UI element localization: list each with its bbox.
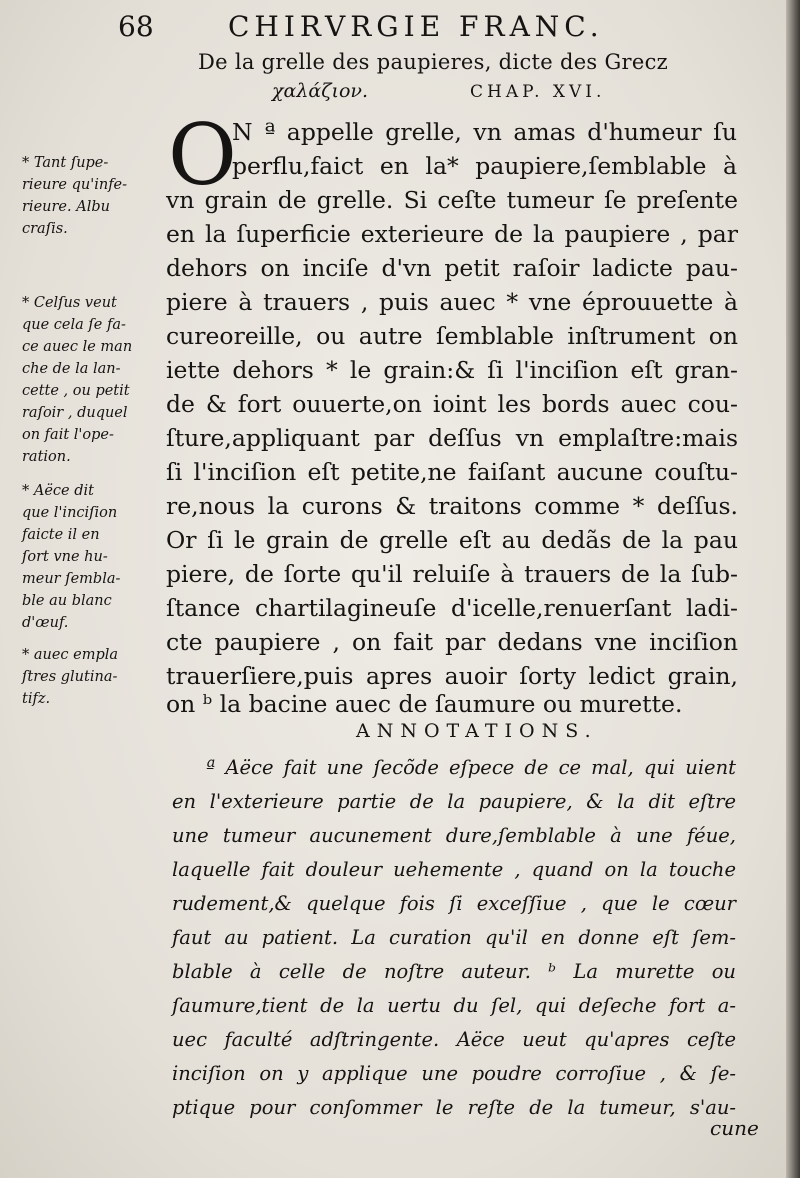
page-gutter-shadow — [786, 0, 800, 1178]
body-line: ſi l'inciſion eſt petite,ne faiſant aucune couſtu- — [166, 458, 738, 486]
body-line: perflu,faict en la* paupiere,ſemblable à — [232, 152, 737, 180]
annotation-line: blable à celle de noſtre auteur. ᵇ La murette ou — [172, 960, 736, 983]
margin-note-line: raſoir , duquel — [22, 405, 128, 421]
body-line: vn grain de grelle. Si ceſte tumeur ſe preſente — [166, 186, 738, 214]
margin-note-line: ce auec le man — [22, 339, 133, 355]
body-line: en la ſuperficie exterieure de la paupiere , par — [166, 220, 738, 248]
body-line: trauerſiere,puis apres auoir ſorty ledict grain, — [166, 662, 738, 690]
body-line: Or ſi le grain de grelle eſt au dedãs de la pau — [166, 526, 738, 554]
margin-note-line: on fait l'ope- — [22, 427, 114, 443]
annotation-line: rudement,& quelque fois ſi exceſſiue , que le cœur — [172, 892, 736, 915]
body-line: N ª appelle grelle, vn amas d'humeur ſu — [232, 118, 737, 146]
body-line: de & fort ouuerte,on ioint les bords auec cou- — [166, 390, 738, 418]
annotation-line: laquelle fait douleur uehemente , quand on la touche — [172, 858, 736, 881]
annotation-line: ſaumure,tient de la uertu du ſel, qui deſeche fort a- — [172, 994, 736, 1017]
margin-note-line: tifz. — [22, 691, 51, 707]
margin-note-line: cette , ou petit — [22, 383, 130, 399]
chapter-number: CHAP. XVI. — [470, 82, 606, 102]
body-line: cte paupiere , on fait par dedans vne inciſion — [166, 628, 738, 656]
annotation-line: faut au patient. La curation qu'il en donne eſt ſem- — [172, 926, 736, 949]
body-line: piere à trauers , puis auec * vne éprouuette à — [166, 288, 738, 316]
annotation-line: inciſion on y applique une poudre corroſiue , & ſe- — [172, 1062, 736, 1085]
margin-note-line: faicte il en — [22, 527, 100, 543]
annotation-line: en l'exterieure partie de la paupiere, & la dit eſtre — [172, 790, 736, 813]
margin-note-line: que cela ſe fa- — [22, 317, 126, 333]
body-line: ſtance chartilagineuſe d'icelle,renuerſant ladi- — [166, 594, 738, 622]
body-line: cureoreille, ou autre ſemblable inſtrument on — [166, 322, 738, 350]
drop-cap: O — [168, 106, 237, 204]
annotation-line: ptique pour conſommer le reſte de la tumeur, s'au- — [172, 1096, 736, 1119]
margin-note-line: rieure. Albu — [22, 199, 110, 215]
body-line: re,nous la curons & traitons comme * deſſus. — [166, 492, 738, 520]
margin-note-line: * auec empla — [22, 647, 119, 663]
margin-note-line: che de la lan- — [22, 361, 121, 377]
chapter-title: De la grelle des paupieres, dicte des Grecz — [198, 50, 669, 74]
margin-note-line: * Aëce dit — [22, 483, 94, 499]
margin-note-line: d'œuf. — [22, 615, 69, 631]
body-line: iette dehors * le grain:& ſi l'inciſion eſt gran- — [166, 356, 738, 384]
margin-note-line: meur ſembla- — [22, 571, 121, 587]
margin-note-line: * Tant ſupe- — [22, 155, 109, 171]
margin-note-line: ble au blanc — [22, 593, 112, 609]
running-head — [0, 10, 800, 46]
annotation-line: uec faculté adſtringente. Aëce ueut qu'apres ceſte — [172, 1028, 736, 1051]
annotations-heading: ANNOTATIONS. — [356, 720, 598, 742]
body-line: on ᵇ la bacine auec de ſaumure ou murette. — [166, 690, 683, 718]
annotation-line: une tumeur aucunement dure,ſemblable à une féue, — [172, 824, 736, 847]
body-line: ſture,appliquant par deſſus vn emplaſtre:mais — [166, 424, 738, 452]
margin-note-line: ration. — [22, 449, 71, 465]
body-line: piere, de ſorte qu'il reluiſe à trauers de la ſub- — [166, 560, 738, 588]
running-title: CHIRVRGIE FRANC. — [228, 10, 604, 43]
annotation-line: ª Aëce fait une ſecõde eſpece de ce mal, qui uient — [206, 756, 736, 779]
body-line: dehors on inciſe d'vn petit raſoir ladicte pau- — [166, 254, 738, 282]
margin-note-line: que l'inciſion — [22, 505, 118, 521]
catchword: cune — [710, 1116, 759, 1140]
chapter-subheading — [272, 80, 632, 102]
page-number: 68 — [118, 10, 154, 43]
greek-term: χαλάζιον. — [272, 80, 368, 102]
margin-note-line: craſis. — [22, 221, 68, 237]
margin-note-line: ſtres glutina- — [22, 669, 118, 685]
margin-note-line: rieure qu'infe- — [22, 177, 128, 193]
margin-note-line: * Celſus veut — [22, 295, 117, 311]
margin-note-line: ſort vne hu- — [22, 549, 108, 565]
